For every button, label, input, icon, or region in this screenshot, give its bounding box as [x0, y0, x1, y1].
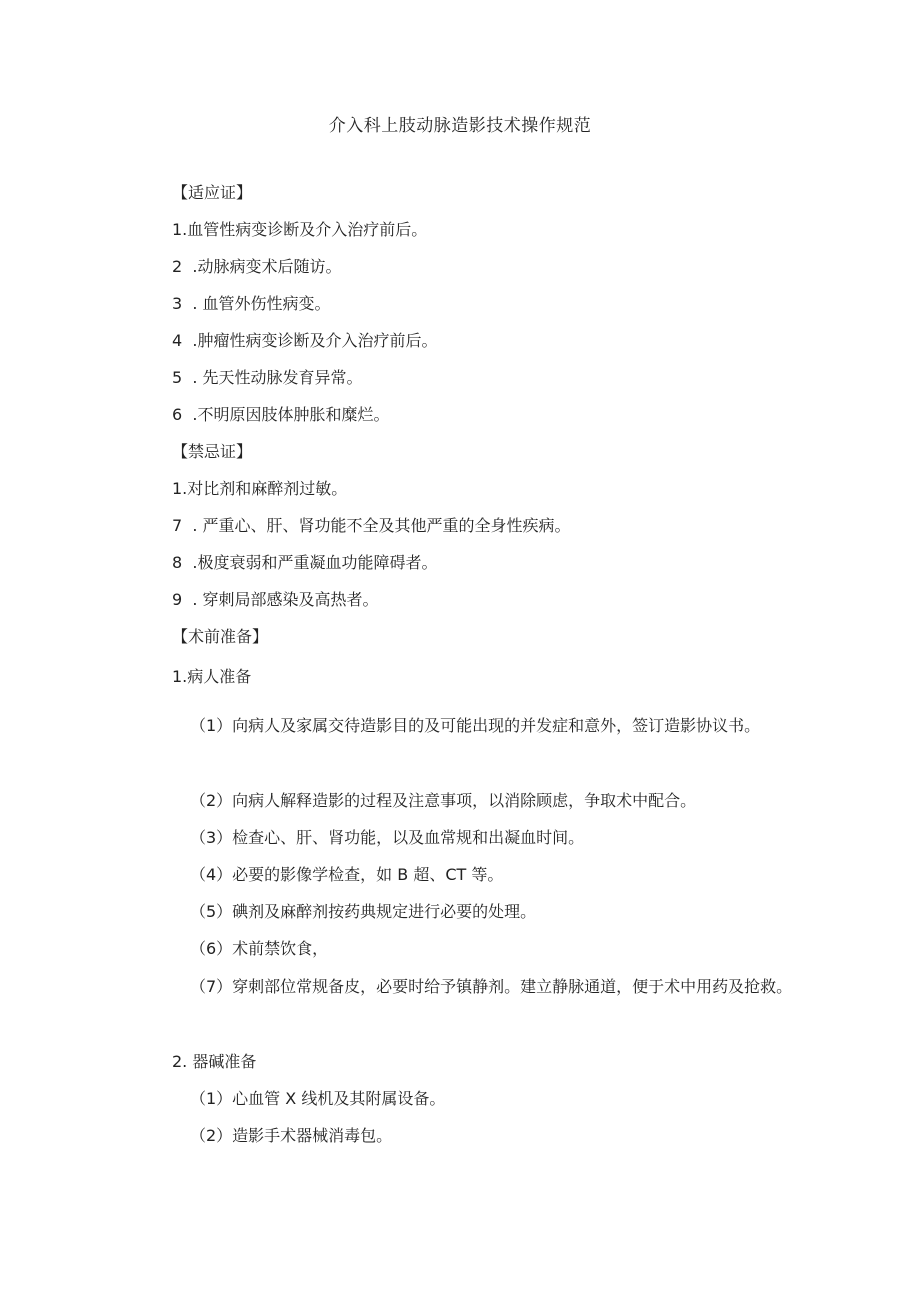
patient-prep-heading: 1.病人准备	[172, 667, 252, 686]
patient-prep-item: （5）碘剂及麻醉剂按药典规定进行必要的处理。	[190, 902, 537, 921]
patient-prep-item: （1）向病人及家属交待造影目的及可能出现的并发症和意外，签订造影协议书。	[190, 716, 761, 735]
indication-item: 4 .肿瘤性病变诊断及介入治疗前后。	[172, 331, 438, 350]
patient-prep-item: （4）必要的影像学检查，如 B 超、CT 等。	[190, 865, 504, 884]
patient-prep-item: （7）穿刺部位常规备皮，必要时给予镇静剂。建立静脉通道，便于术中用药及抢救。	[190, 977, 793, 996]
equipment-prep-item: （1）心血管 X 线机及其附属设备。	[190, 1089, 446, 1108]
contraindication-item: 8 .极度衰弱和严重凝血功能障碍者。	[172, 553, 438, 572]
patient-prep-item: （2）向病人解释造影的过程及注意事项，以消除顾虑，争取术中配合。	[190, 791, 697, 810]
equipment-prep-item: （2）造影手术器械消毒包。	[190, 1126, 393, 1145]
contraindications-heading: 【禁忌证】	[172, 442, 253, 461]
patient-prep-item: （3）检查心、肝、肾功能，以及血常规和出凝血时间。	[190, 828, 585, 847]
indications-heading: 【适应证】	[172, 183, 253, 202]
indication-item: 6 .不明原因肢体肿胀和糜烂。	[172, 405, 390, 424]
indication-item: 5 . 先天性动脉发育异常。	[172, 368, 363, 387]
preparation-heading: 【术前准备】	[172, 627, 269, 646]
equipment-prep-heading: 2. 器碱准备	[172, 1052, 257, 1071]
contraindication-item: 9 . 穿刺局部感染及高热者。	[172, 590, 379, 609]
contraindication-item: 1.对比剂和麻醉剂过敏。	[172, 479, 348, 498]
patient-prep-item: （6）术前禁饮食，	[190, 939, 329, 958]
indication-item: 3 . 血管外伤性病变。	[172, 294, 331, 313]
contraindication-item: 7 . 严重心、肝、肾功能不全及其他严重的全身性疾病。	[172, 516, 571, 535]
indication-item: 2 .动脉病变术后随访。	[172, 257, 342, 276]
indication-item: 1.血管性病变诊断及介入治疗前后。	[172, 220, 428, 239]
document-title: 介入科上肢动脉造影技术操作规范	[328, 116, 592, 136]
